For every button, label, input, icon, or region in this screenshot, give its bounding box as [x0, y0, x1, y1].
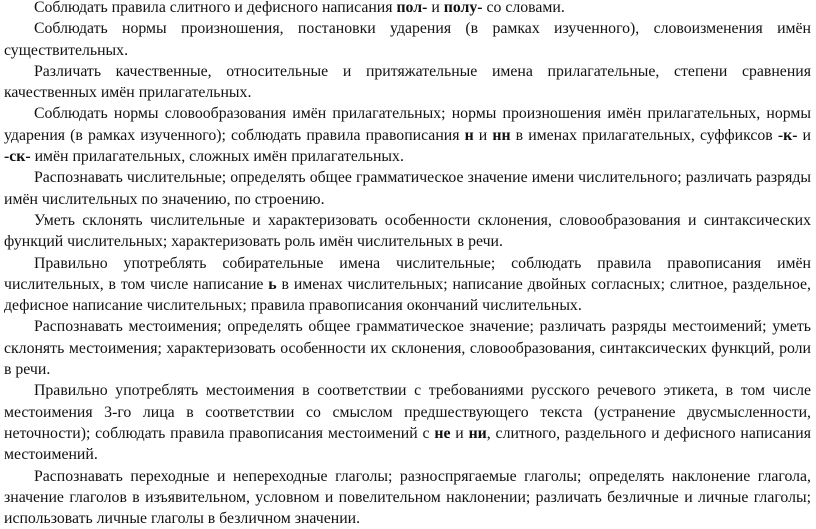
- bold-text-run: нн: [492, 126, 511, 144]
- paragraph-2: [4, 18, 811, 61]
- text-run: Правильно употреблять местоимения в соответствии с требованиями русского речевого этикета, в том числе местоимения 3-го лица в соответствии со смыслом предшествующего текста (устранение двусмысленности, неточности); соблюдать правила правописания местоимений с: [4, 382, 811, 442]
- text-run: имён прилагательных, сложных имён прилагательных.: [30, 148, 404, 166]
- paragraph-4: [4, 103, 811, 167]
- paragraph-10: [4, 466, 811, 529]
- text-run: и: [427, 0, 444, 16]
- text-run: Различать качественные, относительные и притяжательные имена прилагательные, степени сравнения качественных имён прилагательных.: [4, 62, 811, 102]
- bold-text-run: -к-: [777, 126, 798, 144]
- text-run: и: [450, 424, 469, 442]
- text-run: Соблюдать нормы словообразования имён прилагательных; нормы произношения имён прилагательных, нормы ударения (в рамках изученного); соблюдать правила правописания: [4, 105, 811, 144]
- bold-text-run: -ск-: [4, 148, 31, 166]
- paragraph-9: [4, 380, 811, 465]
- paragraph-8: [4, 316, 811, 380]
- paragraph-1: [4, 0, 811, 18]
- text-run: Распознавать переходные и непереходные глаголы; разноспрягаемые глаголы; определять наклонение глагола, значение глаголов в изъявительном, условном и повелительном наклонении; различать безличные и личные глаголы; использовать личные глаголы в безличном значении.: [4, 467, 811, 528]
- bold-text-run: пол-: [396, 0, 428, 16]
- bold-text-run: полу-: [443, 0, 483, 16]
- text-run: Распознавать местоимения; определять общее грамматическое значение; различать разряды местоимений; уметь склонять местоимения; характеризовать особенности их склонения, словообразования, синтаксических функций, роли в речи.: [4, 318, 811, 379]
- text-run: и: [797, 126, 812, 144]
- text-run: Распознавать числительные; определять общее грамматическое значение имени числительного; различать разряды имён числительных по значению, по строению.: [4, 169, 811, 208]
- text-run: Соблюдать правила слитного и дефисного написания: [34, 0, 397, 16]
- paragraph-6: [4, 210, 811, 253]
- text-run: и: [473, 126, 493, 144]
- bold-text-run: ни: [468, 424, 487, 442]
- text-run: Соблюдать нормы произношения, постановки ударения (в рамках изученного), словоизменения имён существительных.: [4, 20, 811, 59]
- paragraph-3: [4, 61, 811, 104]
- text-run: , слитного, раздельного и дефисного написания местоимений.: [4, 424, 811, 464]
- text-run: Уметь склонять числительные и характеризовать особенности склонения, словообразования и синтаксических функций числительных; характеризовать роль имён числительных в речи.: [4, 211, 811, 251]
- paragraph-5: [4, 167, 811, 210]
- text-run: Правильно употреблять собирательные имена числительные; соблюдать правила правописания имён числительных, в том числе написание: [4, 254, 811, 293]
- bold-text-run: н: [464, 126, 474, 144]
- text-run: в именах числительных; написание двойных согласных; слитное, раздельное, дефисное написание числительных; правила правописания окончаний числительных.: [4, 275, 811, 315]
- bold-text-run: ь: [268, 275, 277, 293]
- bold-text-run: не: [434, 424, 451, 442]
- text-run: со словами.: [482, 0, 565, 16]
- text-run: в именах прилагательных, суффиксов: [510, 126, 778, 144]
- paragraph-7: [4, 253, 811, 317]
